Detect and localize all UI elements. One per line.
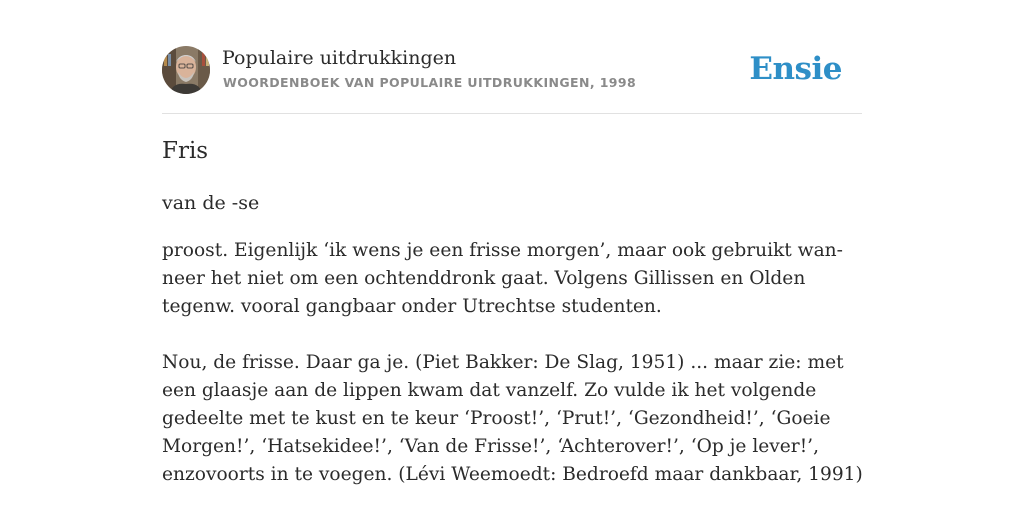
ensie-logo[interactable]: Ensie [749, 51, 842, 87]
entry-title: Fris [162, 138, 209, 164]
publication-header [162, 46, 862, 96]
entry-subtitle: van de -se [162, 192, 260, 214]
entry-body [162, 237, 867, 489]
entry-paragraph: proost. Eigenlijk ‘ik wens je een frisse morgen’, maar ook gebruikt wan-neer het niet om een ochtenddronk gaat. Volgens Gillissen en Olden tegenw. vooral gangbaar onder Utrechtse studenten. [162, 240, 843, 317]
publication-title[interactable]: Populaire uitdrukkingen [222, 47, 457, 69]
author-avatar[interactable] [162, 46, 210, 94]
publication-source: WOORDENBOEK VAN POPULAIRE UITDRUKKINGEN, 1998 [223, 75, 637, 90]
entry-paragraph: Nou, de frisse. Daar ga je. (Piet Bakker: De Slag, 1951) ... maar zie: met een glaasje aan de lippen kwam dat vanzelf. Zo vulde ik het volgende gedeelte met te kust en te keur ‘Proost!’, ‘Prut!’, ‘Gezondheid!’, ‘Goeie Morgen!’, ‘Hatsekidee!’, ‘Van de Frisse!’, ‘Achterover!’, ‘Op je lever!’, enzovoorts in te voegen. (Lévi Weemoedt: Bedroefd maar dankbaar, 1991) [162, 352, 863, 485]
header-divider [162, 113, 862, 114]
